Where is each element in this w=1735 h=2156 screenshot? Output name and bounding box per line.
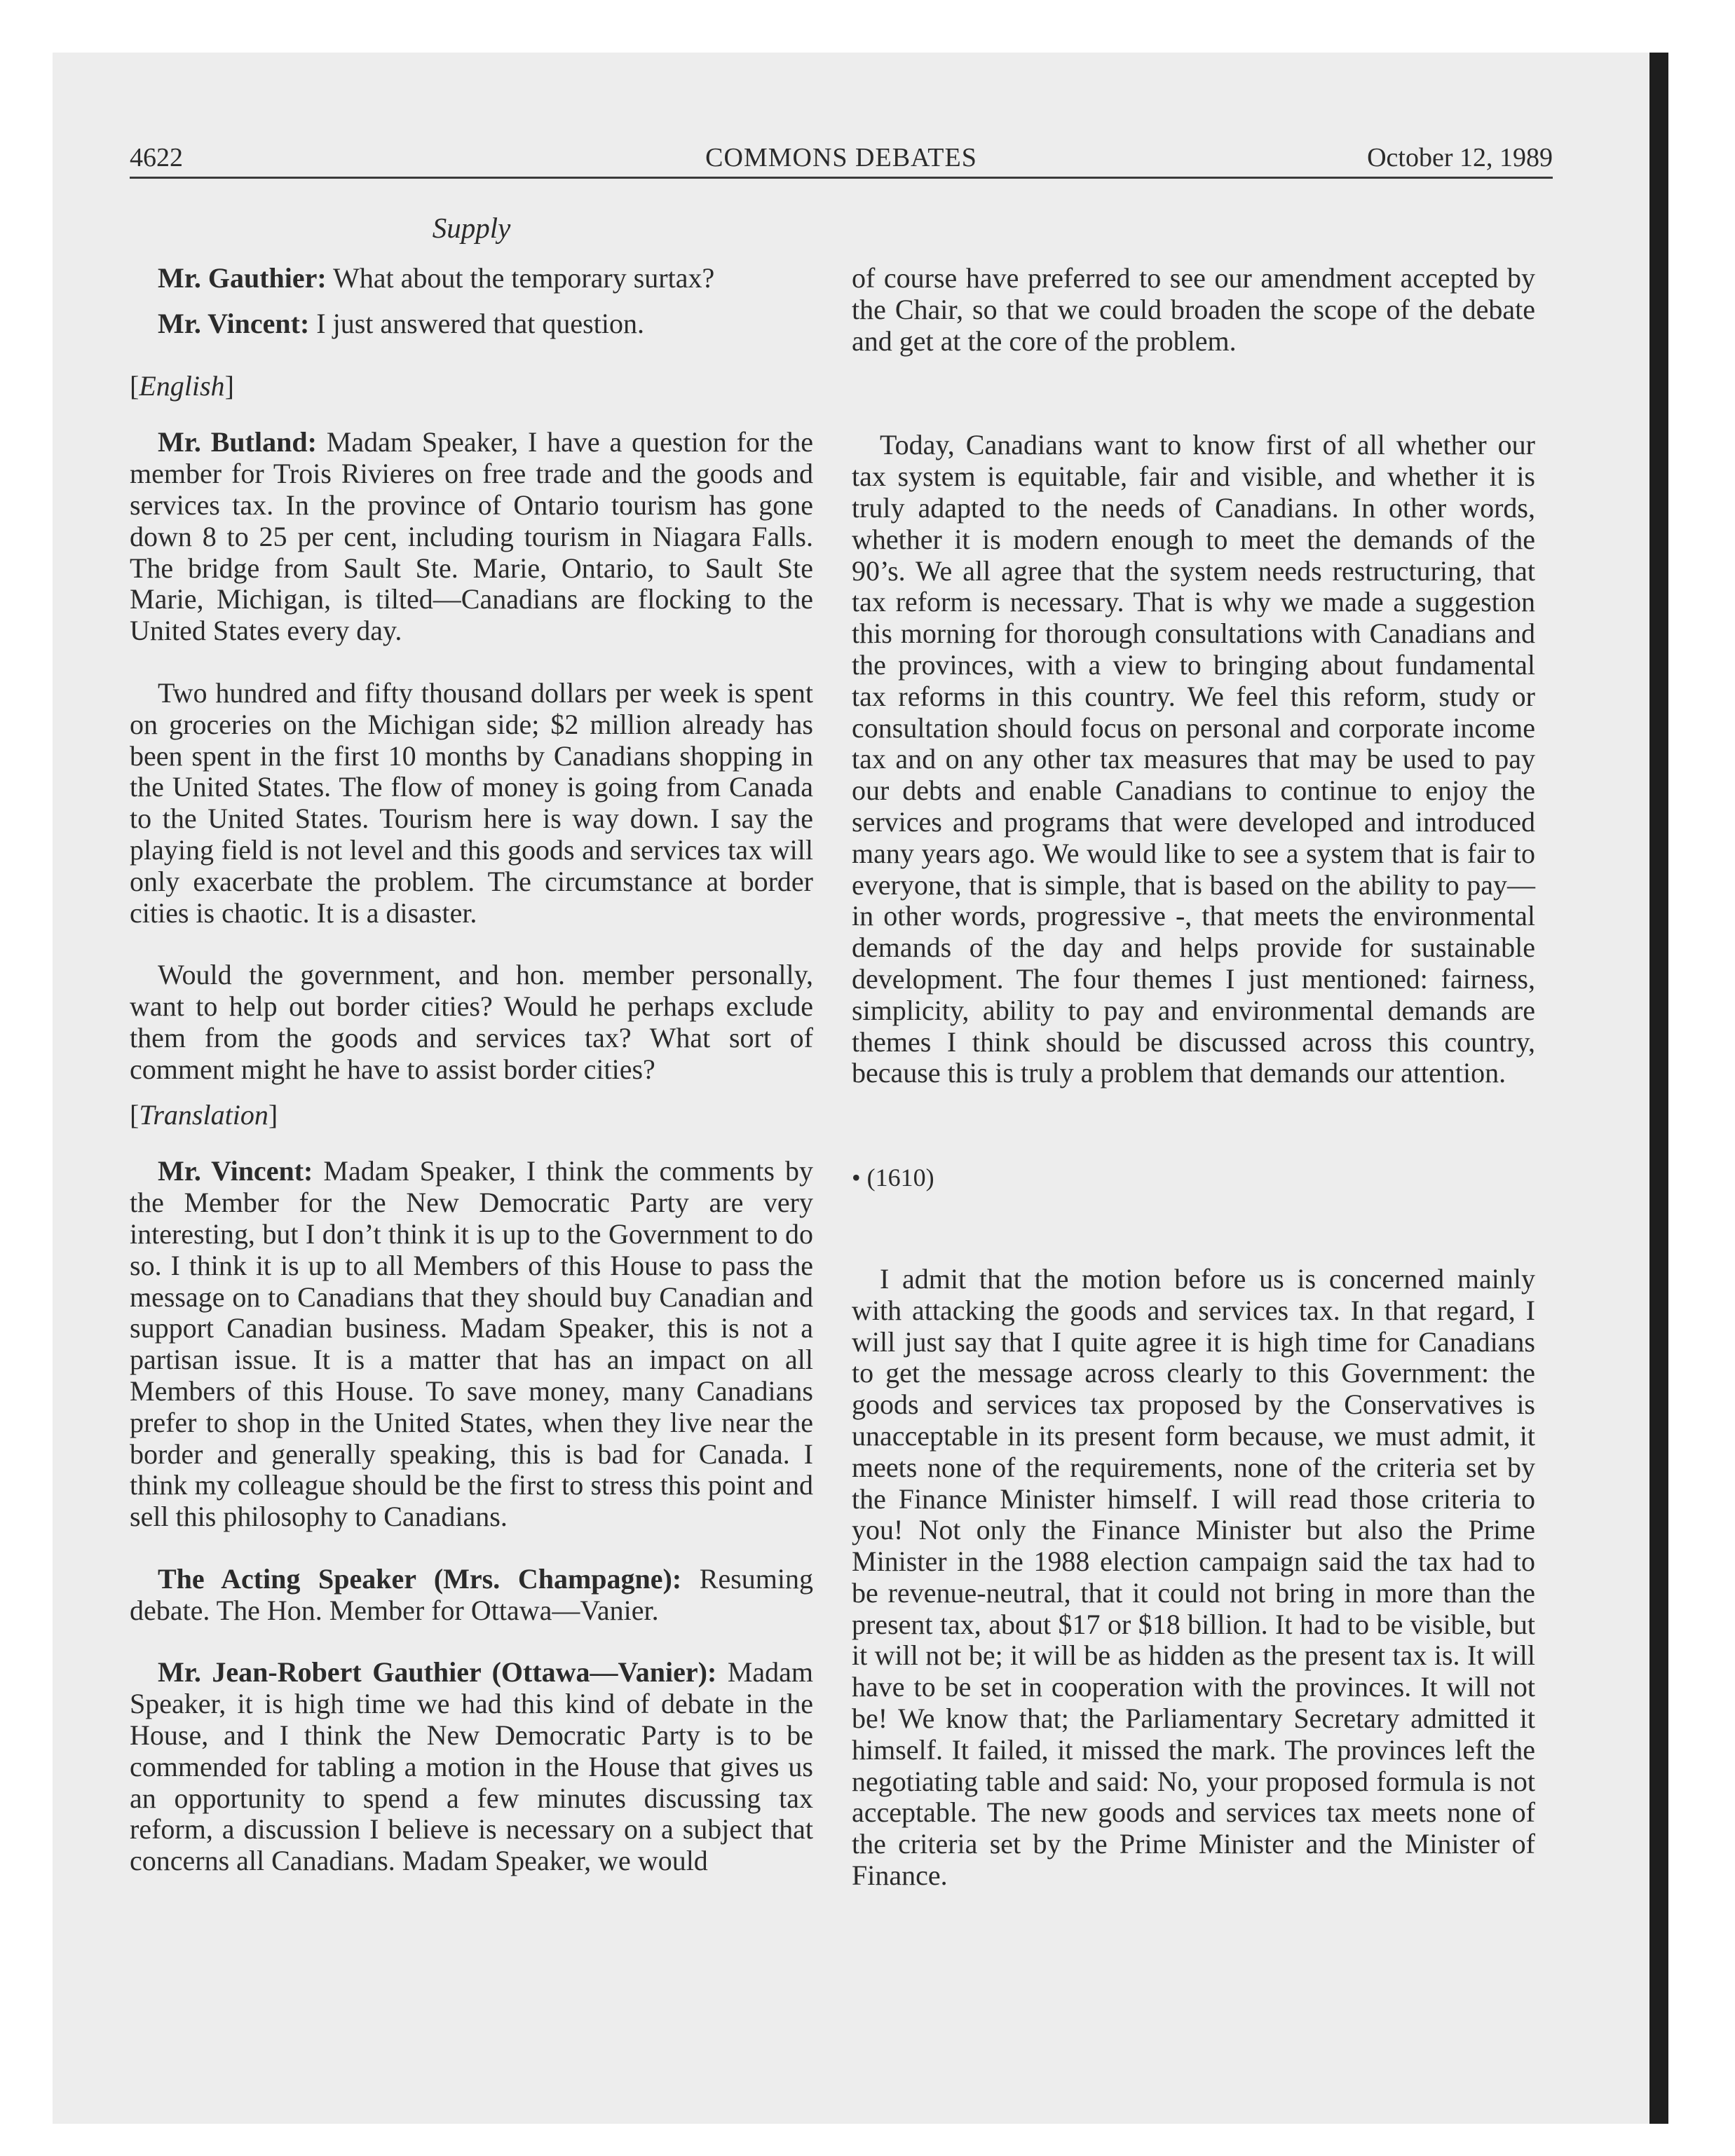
paragraph-continuation: of course have preferred to see our amendment accepted by the Chair, so that we could broaden the scope of the debate and get at the core of the problem.	[852, 262, 1535, 357]
language-note-text: English	[139, 369, 225, 402]
time-marker: • (1610)	[852, 1164, 934, 1192]
speaker-name: Mr. Gauthier:	[158, 262, 327, 294]
speech-jean-robert-gauthier	[130, 1657, 813, 1877]
speech-text: I just answered that question.	[316, 307, 644, 339]
paragraph-border-cities-question: Would the government, and hon. member personally, want to help out border cities? Would he perhaps exclude them from the goods and services tax? What sort of comment might he have to assist border cities?	[130, 959, 813, 1085]
speech-butland	[130, 427, 813, 647]
language-note-translation: [Translation]	[130, 1098, 278, 1131]
running-head	[130, 140, 1553, 175]
speech-vincent-reply	[130, 308, 813, 340]
speech-text: Madam Speaker, I have a question for the member for Trois Rivieres on free trade and the goods and services tax. In the province of Ontario tourism has gone down 8 to 25 per cent, including tourism in Niagara Falls. The bridge from Sault Ste. Marie, Ontario, to Sault Ste Marie, Michigan, is tilted—Canadians are flocking to the United States every day.	[130, 426, 813, 647]
speech-vincent-answer	[130, 1156, 813, 1533]
scan-edge-shadow	[1649, 53, 1668, 2124]
speech-text: Madam Speaker, it is high time we had this kind of debate in the House, and I think the New Democratic Party is to be commended for tabling a motion in the House that gives us an opportunity to spend a few minutes discussing tax reform, a discussion I believe is necessary on a subject that concerns all Canadians. Madam Speaker, we would	[130, 1656, 813, 1877]
publication-date: October 12, 1989	[1367, 143, 1553, 172]
speaker-name: Mr. Vincent:	[158, 1155, 313, 1187]
paragraph-grocery-spending: Two hundred and fifty thousand dollars per week is spent on groceries on the Michigan side; $2 million already has been spent in the first 10 months by Canadians shopping in the United States. The flow of money is going from Canada to the United States. Tourism here is way down. I say the playing field is not level and this goods and services tax will only exacerbate the problem. The circumstance at border cities is chaotic. It is a disaster.	[130, 676, 813, 929]
language-note-english: [English]	[130, 369, 234, 402]
paragraph-gst-criteria: I admit that the motion before us is concerned mainly with attacking the goods and services tax. In that regard, I will just say that I quite agree it is high time for Canadians to get the message across clearly to this Government: the goods and services tax proposed by the Conservatives is unacceptable in its present form because, we must admit, it meets none of the requirements, none of the criteria set by the Finance Minister himself. I will read those criteria to you! Not only the Finance Minister but also the Prime Minister in the 1988 election campaign said the tax had to be revenue-neutral, that it could not bring in more than the present tax, about $17 or $18 billion. It had to be visible, but it will not be; it will be as hidden as the present tax is. It will have to be set in cooperation with the provinces. It will not be! We know that; the Parliamentary Secretary admitted it himself. It failed, it missed the mark. The provinces left the negotiating table and said: No, your proposed formula is not acceptable. The new goods and services tax meets none of the criteria set by the Prime Minister and the Minister of Finance.	[852, 1262, 1535, 1892]
left-column	[130, 263, 813, 1908]
speaker-name: Mr. Vincent:	[158, 307, 310, 339]
section-label: Supply	[432, 212, 511, 244]
speaker-name: Mr. Jean-Robert Gauthier (Ottawa—Vanier):	[158, 1656, 717, 1688]
speech-text: Madam Speaker, I think the comments by the Member for the New Democratic Party are very interesting, but I don’t think it is up to the Government to do so. I think it is up to all Members of this House to pass the message on to Canadians that they should buy Canadian and support Canadian business. Madam Speaker, this is not a partisan issue. It is a matter that has an impact on all Members of this House. To save money, many Canadians prefer to shop in the United States, when they live near the border and generally speaking, this is bad for Canada. I think my colleague should be the first to stress this point and sell this philosophy to Canadians.	[130, 1155, 813, 1533]
speech-acting-speaker	[130, 1564, 813, 1627]
language-note-text: Translation	[139, 1098, 268, 1131]
speech-text: What about the temporary surtax?	[332, 262, 715, 294]
speaker-name: Mr. Butland:	[158, 426, 317, 458]
right-column	[852, 263, 1535, 1923]
paragraph-gap	[852, 1120, 1535, 1162]
header-rule	[130, 177, 1553, 179]
speaker-name: The Acting Speaker (Mrs. Champagne):	[158, 1562, 682, 1595]
paragraph-tax-system: Today, Canadians want to know first of all whether our tax system is equitable, fair and visible, and whether it is truly adapted to the needs of Canadians. In other words, whether it is modern enough to meet the demands of the 90’s. We all agree that the system needs restructuring, that tax reform is necessary. That is why we made a suggestion this morning for thorough consultations with Canadians and the provinces, with a view to bringing about fundamental tax reforms in this country. We feel this reform, study or consultation should focus on personal and corporate income tax and on any other tax measures that may be used to pay our debts and enable Canadians to continue to enjoy the services and programs that were developed and introduced many years ago. We would like to see a system that is fair to everyone, that is simple, that is based on the ability to pay—in other words, progressive -, that meets the environmental demands of the day and helps provide for sustainable development. The four themes I just mentioned: fairness, simplicity, ability to pay and environmental demands are themes I think should be discussed across this country, because this is truly a problem that demands our attention.	[852, 429, 1535, 1089]
publication-title: COMMONS DEBATES	[705, 143, 977, 172]
speech-gauthier-question	[130, 263, 813, 294]
speech-text: Resuming debate. The Hon. Member for Ottawa—Vanier.	[130, 1562, 813, 1626]
paragraph-gap	[852, 388, 1535, 430]
page-number: 4622	[130, 143, 183, 172]
